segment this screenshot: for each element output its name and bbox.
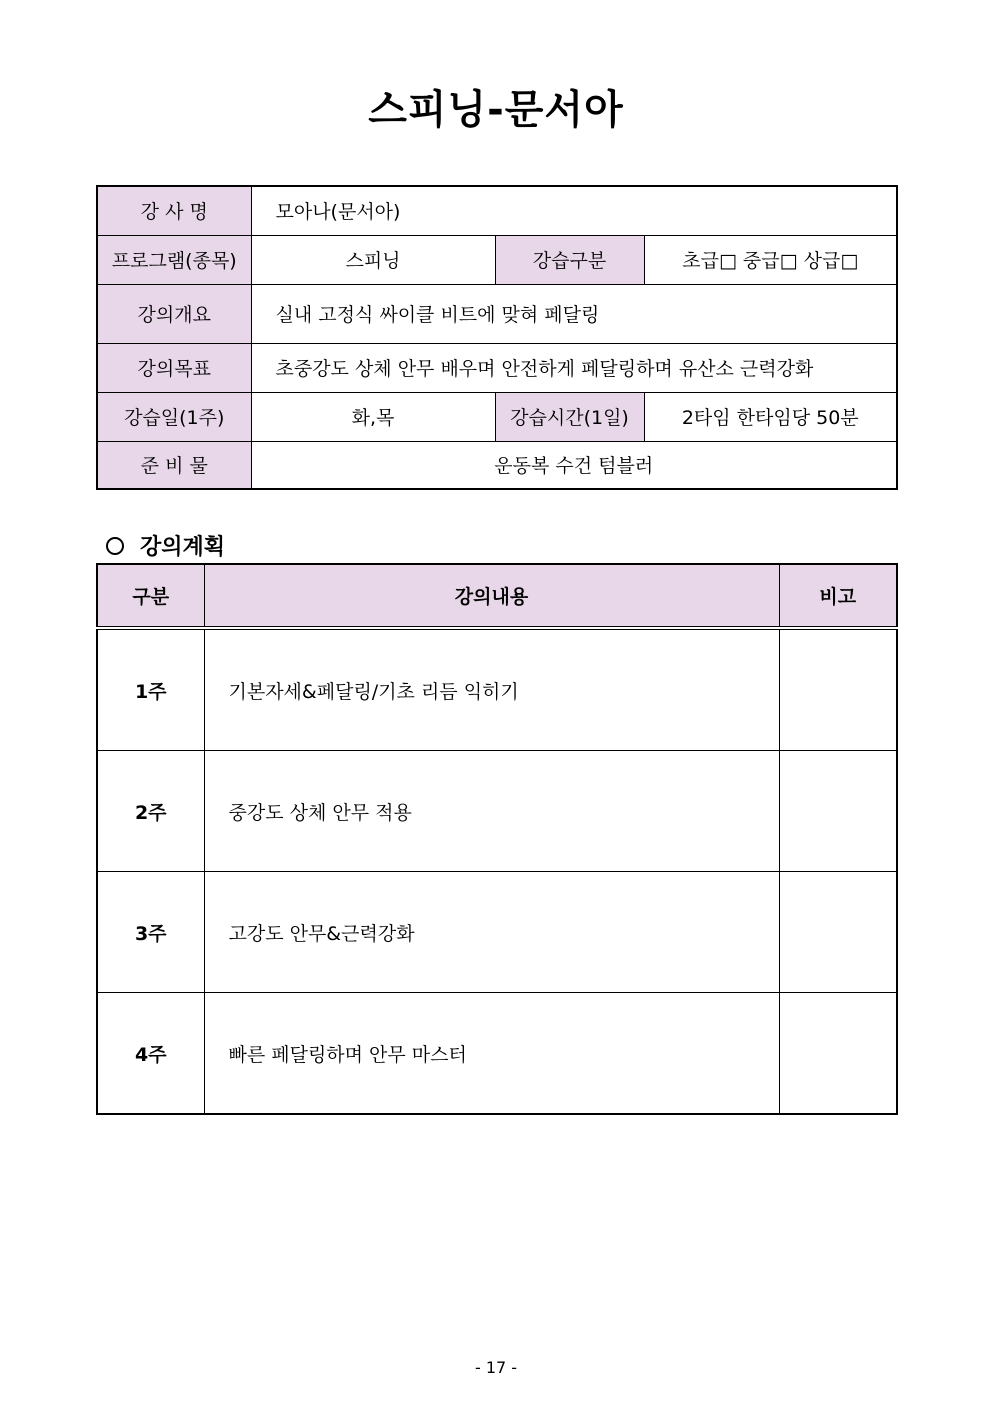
week-cell: 3주 xyxy=(97,872,204,993)
instructor-label: 강 사 명 xyxy=(97,186,251,235)
note-cell xyxy=(779,993,897,1115)
table-row xyxy=(97,751,897,872)
column-header-note: 비고 xyxy=(779,564,897,628)
supplies-value: 운동복 수건 텀블러 xyxy=(251,441,897,489)
table-row xyxy=(97,993,897,1115)
overview-value: 실내 고정식 싸이클 비트에 맞혀 페달링 xyxy=(251,284,897,343)
supplies-row xyxy=(97,441,897,489)
table-row xyxy=(97,872,897,993)
program-label: 프로그램(종목) xyxy=(97,235,251,284)
plan-heading xyxy=(106,530,225,561)
level-value: 초급□ 중급□ 상급□ xyxy=(644,235,897,284)
days-row xyxy=(97,392,897,441)
goal-label: 강의목표 xyxy=(97,343,251,392)
content-cell: 빠른 페달링하며 안무 마스터 xyxy=(204,993,779,1115)
plan-header-row xyxy=(97,564,897,628)
column-header-week: 구분 xyxy=(97,564,204,628)
note-cell xyxy=(779,628,897,751)
days-value: 화,목 xyxy=(251,392,495,441)
overview-label: 강의개요 xyxy=(97,284,251,343)
page-number: - 17 - xyxy=(474,1358,518,1377)
content-cell: 고강도 안무&근력강화 xyxy=(204,872,779,993)
goal-value: 초중강도 상체 안무 배우며 안전하게 페달링하며 유산소 근력강화 xyxy=(251,343,897,392)
note-cell xyxy=(779,751,897,872)
lecture-plan-table xyxy=(96,563,898,1115)
level-label: 강습구분 xyxy=(495,235,644,284)
week-cell: 1주 xyxy=(97,628,204,751)
supplies-label: 준 비 물 xyxy=(97,441,251,489)
table-row xyxy=(97,628,897,751)
program-row xyxy=(97,235,897,284)
column-header-content: 강의내용 xyxy=(204,564,779,628)
plan-heading-text: 강의계획 xyxy=(140,535,226,560)
page-title: 스피닝-문서아 xyxy=(368,87,624,133)
content-cell: 중강도 상체 안무 적용 xyxy=(204,751,779,872)
time-label: 강습시간(1일) xyxy=(495,392,644,441)
program-value: 스피닝 xyxy=(251,235,495,284)
instructor-row xyxy=(97,186,897,235)
time-value: 2타임 한타임당 50분 xyxy=(644,392,897,441)
overview-row xyxy=(97,284,897,343)
week-cell: 2주 xyxy=(97,751,204,872)
goal-row xyxy=(97,343,897,392)
week-cell: 4주 xyxy=(97,993,204,1115)
note-cell xyxy=(779,872,897,993)
days-label: 강습일(1주) xyxy=(97,392,251,441)
course-info-table xyxy=(96,185,898,490)
instructor-value: 모아나(문서아) xyxy=(251,186,897,235)
content-cell: 기본자세&페달링/기초 리듬 익히기 xyxy=(204,628,779,751)
circle-bullet-icon xyxy=(106,537,124,555)
